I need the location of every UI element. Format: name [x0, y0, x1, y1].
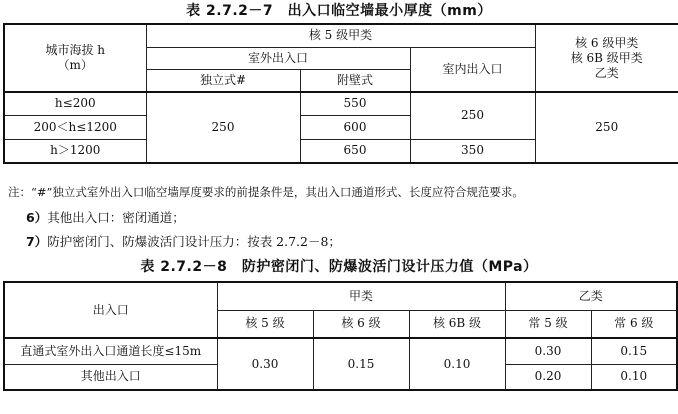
header-class-b: 乙类 — [505, 282, 677, 310]
header-nuclear6b-classA: 核 6B 级甲类 — [570, 50, 643, 65]
header-nuclear6b: 核 6B 级 — [409, 310, 505, 338]
nuclear6-value: 0.15 — [313, 338, 409, 390]
header-conventional6: 常 6 级 — [591, 310, 677, 338]
row-other-entrance: 其他出入口 — [4, 364, 217, 390]
table1-footnote: 注：“#”独立式室外出入口临空墙厚度要求的前提条件是，其出入口通道形式、长度应符合规范要求。 — [8, 185, 524, 199]
header-altitude-unit: （m） — [57, 58, 93, 72]
item-6-number: 6） — [26, 210, 48, 225]
item-7-text: 防护密闭门、防爆波活门设计压力：按表 2.7.2－8； — [47, 234, 341, 249]
altitude-row-2: 200＜h≤1200 — [4, 115, 146, 139]
indoor-value-2: 350 — [410, 139, 535, 163]
header-entrance: 出入口 — [4, 282, 217, 338]
header-indoor-entrance: 室内出入口 — [410, 47, 535, 92]
item-6-text: 其他出入口：密闭通道； — [47, 210, 185, 225]
header-classB: 乙类 — [594, 65, 619, 80]
table1-title: 表 2.7.2－7 出入口临空墙最小厚度（mm） — [186, 3, 492, 19]
conventional5-value-2: 0.20 — [505, 364, 591, 390]
header-other-classes — [535, 24, 678, 92]
item-6 — [26, 210, 185, 226]
header-nuclear5-classA: 核 5 级甲类 — [146, 24, 535, 47]
nuclear5-value: 0.30 — [217, 338, 313, 390]
min-wall-thickness-table — [3, 23, 678, 164]
indoor-value-1: 250 — [410, 92, 535, 139]
conventional6-value-1: 0.15 — [591, 338, 677, 364]
other-classes-value: 250 — [535, 92, 678, 163]
header-altitude — [4, 24, 146, 92]
attached-value-2: 600 — [300, 115, 410, 139]
conventional6-value-2: 0.10 — [591, 364, 677, 390]
header-attached: 附壁式 — [300, 69, 410, 92]
altitude-row-3: h＞1200 — [4, 139, 146, 163]
row-direct-entrance: 直通式室外出入口通道长度≤15m — [4, 338, 217, 364]
header-nuclear6-classA: 核 6 级甲类 — [575, 35, 639, 50]
header-altitude-label: 城市海拔 h — [45, 43, 106, 57]
design-pressure-table — [3, 281, 678, 391]
table2-title: 表 2.7.2－8 防护密闭门、防爆波活门设计压力值（MPa） — [140, 259, 538, 275]
altitude-row-1: h≤200 — [4, 92, 146, 115]
attached-value-3: 650 — [300, 139, 410, 163]
header-outdoor-entrance: 室外出入口 — [146, 47, 410, 69]
attached-value-1: 550 — [300, 92, 410, 115]
header-nuclear6: 核 6 级 — [313, 310, 409, 338]
header-nuclear5: 核 5 级 — [217, 310, 313, 338]
standalone-value: 250 — [146, 92, 300, 163]
nuclear6b-value: 0.10 — [409, 338, 505, 390]
item-7 — [26, 234, 341, 250]
header-standalone: 独立式# — [146, 69, 300, 92]
header-conventional5: 常 5 级 — [505, 310, 591, 338]
item-7-number: 7） — [26, 234, 48, 249]
header-class-a: 甲类 — [217, 282, 505, 310]
conventional5-value-1: 0.30 — [505, 338, 591, 364]
